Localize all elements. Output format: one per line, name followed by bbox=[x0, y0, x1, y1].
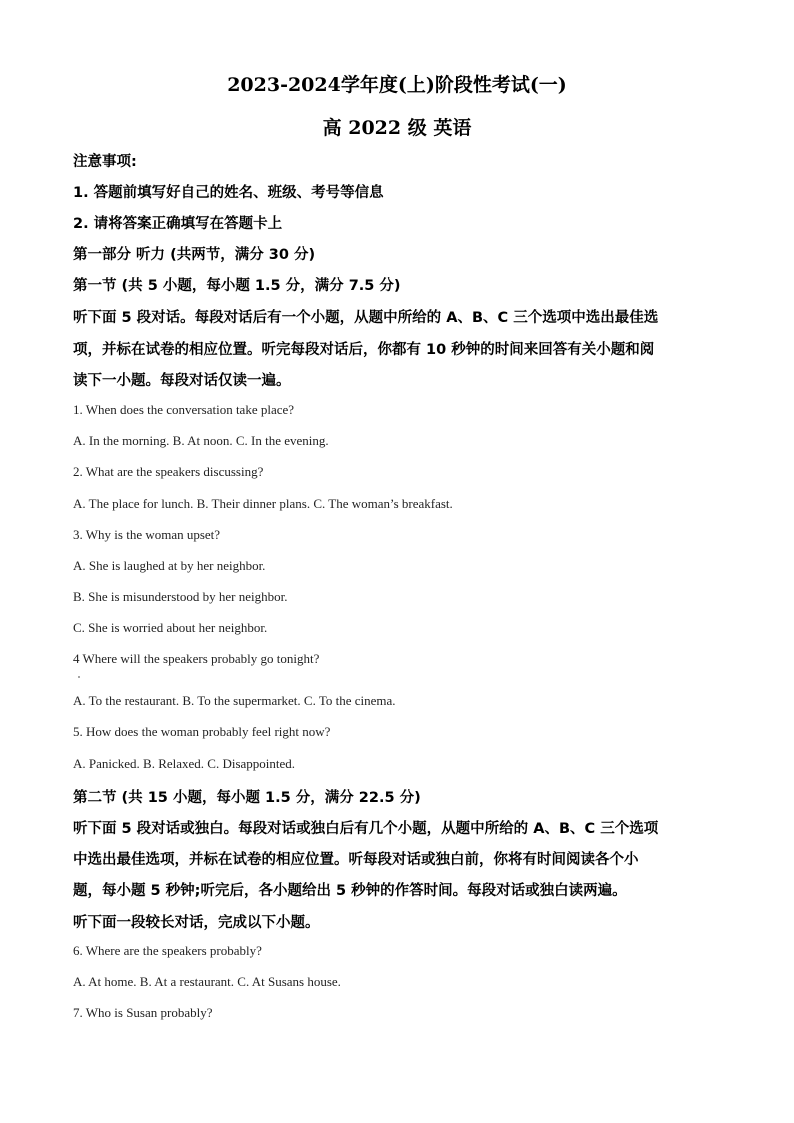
section2-instruction-1: 听下面 5 段对话或独白。每段对话或独白后有几个小题，从题中所给的 A、B、C 三个选项 bbox=[73, 821, 659, 837]
question-1-options: A. In the morning. B. At noon. C. In the evening. bbox=[73, 433, 329, 448]
question-3-option-b: B. She is misunderstood by her neighbor. bbox=[73, 589, 288, 604]
question-5-options: A. Panicked. B. Relaxed. C. Disappointed. bbox=[73, 756, 296, 771]
question-2: 2. What are the speakers discussing? bbox=[73, 464, 264, 479]
stray-mark bbox=[78, 676, 80, 678]
section2-heading: 第二节 (共 15 小题，每小题 1.5 分，满分 22.5 分) bbox=[73, 790, 421, 806]
section2-lead: 听下面一段较长对话，完成以下小题。 bbox=[73, 915, 320, 931]
question-2-options: A. The place for lunch. B. Their dinner plans. C. The woman’s breakfast. bbox=[73, 496, 453, 511]
section2-instruction-3: 题，每小题 5 秒钟;听完后，各小题给出 5 秒钟的作答时间。每段对话或独白读两遍。 bbox=[73, 883, 627, 899]
part1-heading: 第一部分 听力 (共两节，满分 30 分) bbox=[73, 247, 316, 263]
question-6-options: A. At home. B. At a restaurant. C. At Susans house. bbox=[73, 974, 341, 989]
note-item-2: 2. 请将答案正确填写在答题卡上 bbox=[73, 216, 283, 232]
question-5: 5. How does the woman probably feel right now? bbox=[73, 724, 331, 739]
section1-instruction-1: 听下面 5 段对话。每段对话后有一个小题，从题中所给的 A、B、C 三个选项中选出最佳选 bbox=[73, 310, 659, 326]
note-item-1: 1. 答题前填写好自己的姓名、班级、考号等信息 bbox=[73, 185, 384, 201]
question-3-option-a: A. She is laughed at by her neighbor. bbox=[73, 558, 266, 573]
notes-heading: 注意事项: bbox=[73, 154, 137, 170]
exam-title: 2023-2024学年度(上)阶段性考试(一) bbox=[227, 74, 567, 96]
section1-instruction-3: 读下一小题。每段对话仅读一遍。 bbox=[73, 373, 291, 389]
section2-instruction-2: 中选出最佳选项，并标在试卷的相应位置。听每段对话或独白前，你将有时间阅读各个小 bbox=[73, 852, 639, 868]
section1-instruction-2: 项，并标在试卷的相应位置。听完每段对话后，你都有 10 秒钟的时间来回答有关小题和阅 bbox=[73, 342, 655, 358]
exam-subtitle: 高 2022 级 英语 bbox=[322, 117, 472, 139]
question-1: 1. When does the conversation take place? bbox=[73, 402, 295, 417]
question-4: 4 Where will the speakers probably go tonight? bbox=[73, 651, 320, 666]
question-3-option-c: C. She is worried about her neighbor. bbox=[73, 620, 268, 635]
question-6: 6. Where are the speakers probably? bbox=[73, 943, 262, 958]
section1-heading: 第一节 (共 5 小题，每小题 1.5 分，满分 7.5 分) bbox=[73, 278, 401, 294]
question-3: 3. Why is the woman upset? bbox=[73, 527, 221, 542]
question-4-options: A. To the restaurant. B. To the supermarket. C. To the cinema. bbox=[73, 693, 396, 708]
question-7: 7. Who is Susan probably? bbox=[73, 1005, 213, 1020]
